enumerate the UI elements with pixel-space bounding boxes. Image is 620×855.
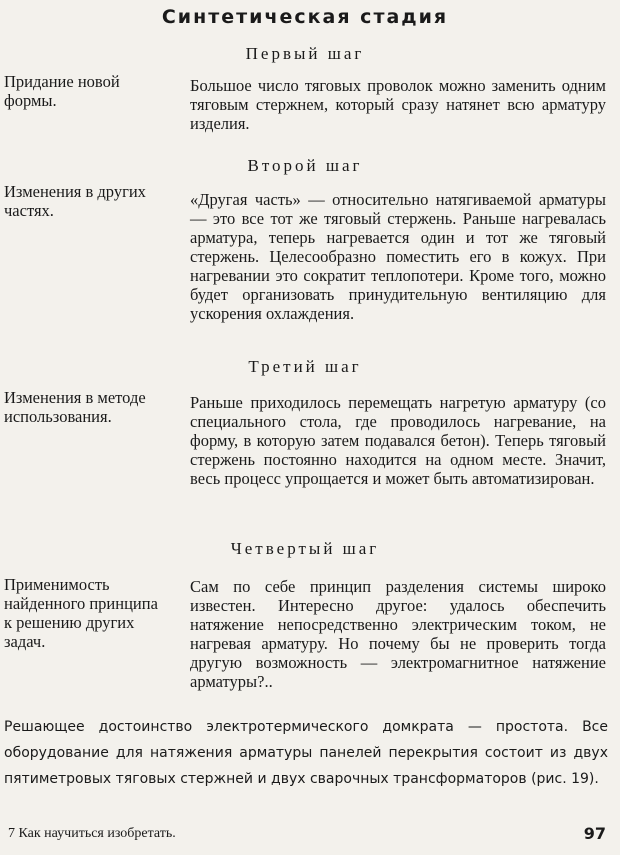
step-heading-4: Четвертый шаг bbox=[230, 539, 380, 558]
step-heading-2: Второй шаг bbox=[247, 156, 363, 175]
page-number: 97 bbox=[583, 824, 606, 843]
step-text-3: Раньше приходилось перемещать нагретую арматуру (со специального стола, где проводилось нагревание, на форму, в которую затем подавался бетон). Теперь тяговый стержень постоянно находится на одном месте. Значит, весь процесс упрощается и может быть автоматизирован. bbox=[190, 393, 606, 488]
step-text-2: «Другая часть» — относительно натягиваемой арматуры — это все тот же тяговый стержень. Раньше нагревалась арматура, теперь нагревается один и тот же тяговый стержень. Целесообразно поместить его в кожух. При нагревании это сократит теплопотери. Кроме того, можно будет организовать принудительную вентиляцию для ускорения охлаждения. bbox=[190, 190, 606, 323]
section-title: Синтетическая стадия bbox=[161, 6, 449, 28]
step-heading-3: Третий шаг bbox=[248, 357, 362, 376]
footer-signature: 7 Как научиться изобретать. bbox=[8, 826, 176, 841]
closing-paragraph: Решающее достоинство электротермического домкрата — простота. Все оборудование для натяжения арматуры панелей перекрытия состоит из двух пятиметровых тяговых стержней и двух сварочных трансформаторов (рис. 19). bbox=[4, 719, 608, 787]
margin-note-2: Изменения в других частях. bbox=[4, 182, 146, 220]
step-text-4: Сам по себе принцип разделения системы широко известен. Интересно другое: удалось обеспечить натяжение непосредственно электрическим током, не нагревая арматуру. Но почему бы не проверить тогда другую возможность — электромагнитное натяжение арматуры?.. bbox=[190, 577, 606, 691]
margin-note-4: Применимость найденного принципа к решению других задач. bbox=[4, 575, 158, 651]
step-text-1: Большое число тяговых проволок можно заменить одним тяговым стержнем, который сразу натянет всю арматуру изделия. bbox=[190, 76, 606, 133]
step-heading-1: Первый шаг bbox=[245, 44, 365, 63]
margin-note-3: Изменения в методе использования. bbox=[4, 388, 146, 426]
margin-note-1: Придание новой формы. bbox=[4, 72, 120, 110]
